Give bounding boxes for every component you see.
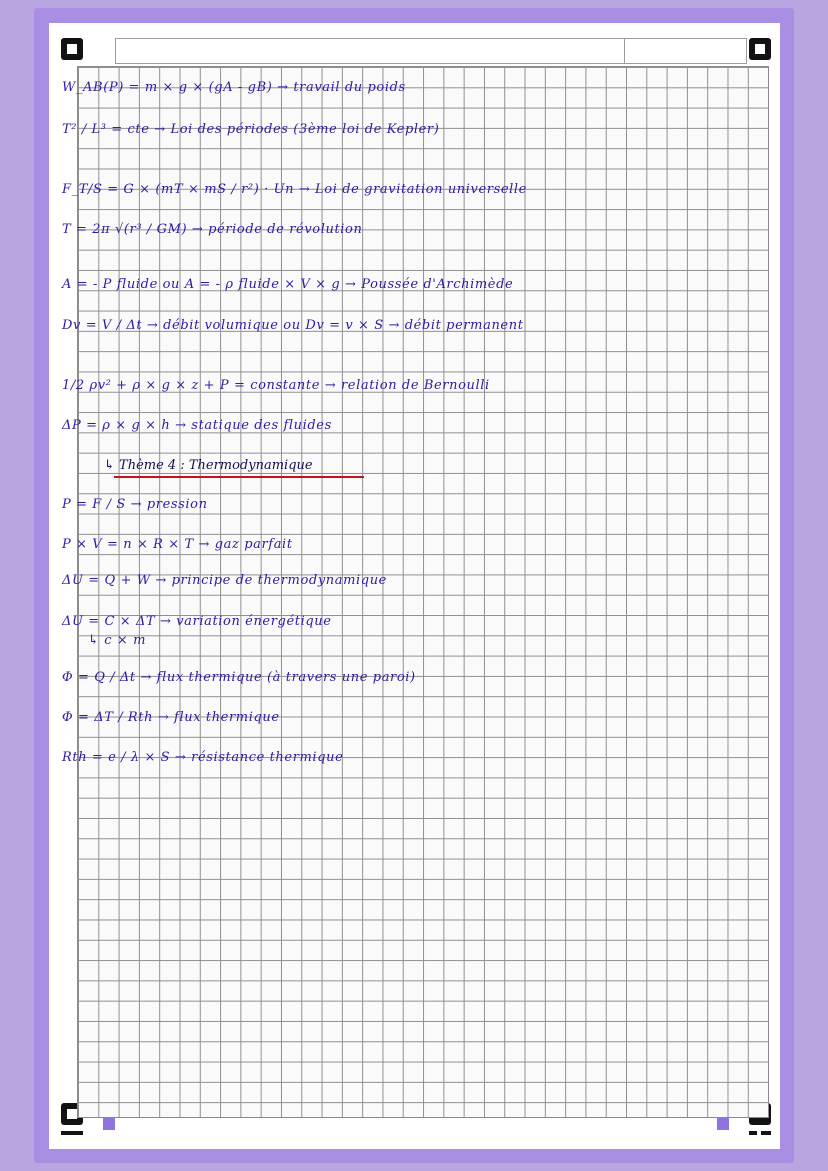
bottom-right-square-icon: [717, 1118, 729, 1130]
note-line: Φ = Q / Δt → flux thermique (à travers une paroi): [62, 670, 416, 685]
note-line: ΔU = Q + W → principe de thermodynamique: [62, 573, 387, 588]
note-line: ↳ c × m: [88, 633, 146, 648]
note-line: ΔP = ρ × g × h → statique des fluides: [62, 418, 332, 433]
heading-underline: [114, 476, 364, 478]
note-line: T = 2π √(r³ / GM) → période de révolution: [62, 222, 363, 237]
note-line: T² / L³ = cte → Loi des périodes (3ème loi de Kepler): [62, 122, 440, 137]
bottom-right-dash-b: [761, 1131, 771, 1135]
bottom-left-square-icon: [103, 1118, 115, 1130]
header-separator: [624, 39, 625, 63]
bottom-left-dash: [61, 1131, 83, 1135]
note-line: A = - P fluide ou A = - ρ fluide × V × g → Poussée d'Archimède: [62, 277, 514, 292]
header-box: [115, 38, 747, 64]
note-line: 1/2 ρv² + ρ × g × z + P = constante → relation de Bernoulli: [62, 378, 490, 393]
note-line: P × V = n × R × T → gaz parfait: [62, 537, 293, 552]
note-line: Rth = e / λ × S → résistance thermique: [62, 750, 344, 765]
note-line: Φ = ΔT / Rth → flux thermique: [62, 710, 280, 725]
corner-marker-top-left-icon: [61, 38, 83, 60]
note-line: F_T/S = G × (mT × mS / r²) · Un → Loi de gravitation universelle: [62, 182, 527, 197]
corner-marker-top-right-icon: [749, 38, 771, 60]
note-line: Dv = V / Δt → débit volumique ou Dv = v × S → débit permanent: [62, 318, 524, 333]
bottom-right-dash-a: [749, 1131, 757, 1135]
note-line: W_AB(P) = m × g × (gA - gB) → travail du poids: [62, 80, 406, 95]
note-line: ΔU = C × ΔT → variation énergétique: [62, 614, 332, 629]
section-heading: ↳ Thème 4 : Thermodynamique: [104, 458, 313, 473]
note-line: P = F / S → pression: [62, 497, 208, 512]
